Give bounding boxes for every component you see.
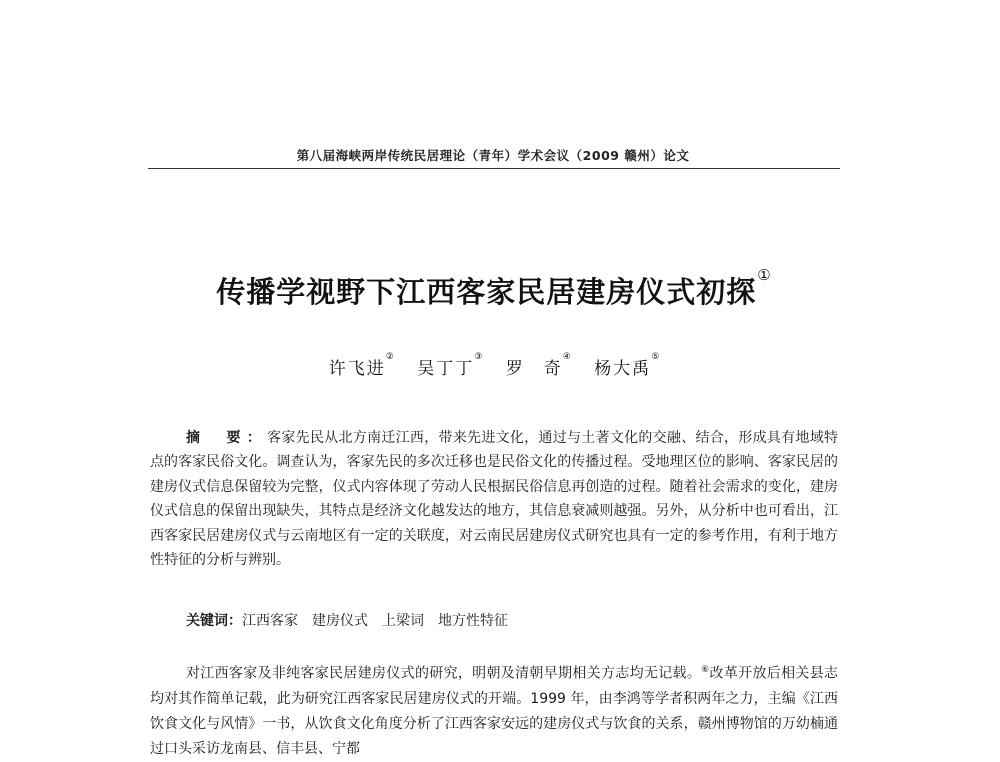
author-2-name: 吴丁丁 [417,359,475,379]
author-2-mark: ③ [474,352,483,362]
abstract-text: 客家先民从北方南迁江西，带来先进文化，通过与土著文化的交融、结合，形成具有地域特点的客家民俗文化。调查认为，客家先民的多次迁移也是民俗文化的传播过程。受地理区位的影响、客家民居的建房仪式信息保留较为完整，仪式内容体现了劳动人民根据民俗信息再创造的过程。随着社会需求的变化，建房仪式信息的保留出现缺失，其特点是经济文化越发达的地方，其信息衰减则越强。另外，从分析中也可看出，江西客家民居建房仪式与云南地区有一定的关联度，对云南民居建房仪式研究也具有一定的参考作用，有利于地方性特征的分析与辨别。 [150,430,839,569]
body-paragraph-1-part-b: 改革开放后相关县志均对其作简单记载，此为研究江西客家民居建房仪式的开端。1999 年，由李鸿等学者积两年之力，主编《江西饮食文化与风情》一书，从饮食文化角度分析了江西客家安远的建房仪式与饮食的关系，赣州博物馆的万幼楠通过口头采访龙南县、信丰县、宁都 [150,665,839,757]
author-4-mark: ⑤ [651,352,660,362]
running-header: 第八届海峡两岸传统民居理论（青年）学术会议（2009 赣州）论文 [296,148,690,163]
body-footnote-mark: ⑥ [701,665,710,675]
title-footnote-mark: ① [757,266,772,284]
author-4-name: 杨大禹 [594,359,652,379]
abstract [150,426,838,572]
author-3-name: 罗 奇 [505,359,563,379]
author-1-name: 许飞进 [328,359,386,379]
body-paragraph-1 [150,658,838,762]
paper-title [148,266,840,311]
author-list [148,354,840,379]
author-1 [329,354,394,379]
author-3-mark: ④ [562,352,571,362]
author-2 [417,354,482,379]
keywords [186,609,838,633]
keyword-3: 上梁词 [382,613,424,629]
keyword-4: 地方性特征 [438,613,508,629]
body-paragraph-1-part-a: 对江西客家及非纯客家民居建房仪式的研究，明朝及清朝早期相关方志均无记载。 [186,665,702,682]
keywords-label: 关键词： [186,613,242,629]
keyword-1: 江西客家 [242,613,298,629]
header-rule [148,168,840,169]
author-1-mark: ② [385,352,394,362]
author-4 [594,354,659,379]
keyword-2: 建房仪式 [312,613,368,629]
abstract-label: 摘 要： [186,430,268,446]
paper-title-text: 传播学视野下江西客家民居建房仪式初探 [216,275,757,309]
author-3 [506,354,571,379]
